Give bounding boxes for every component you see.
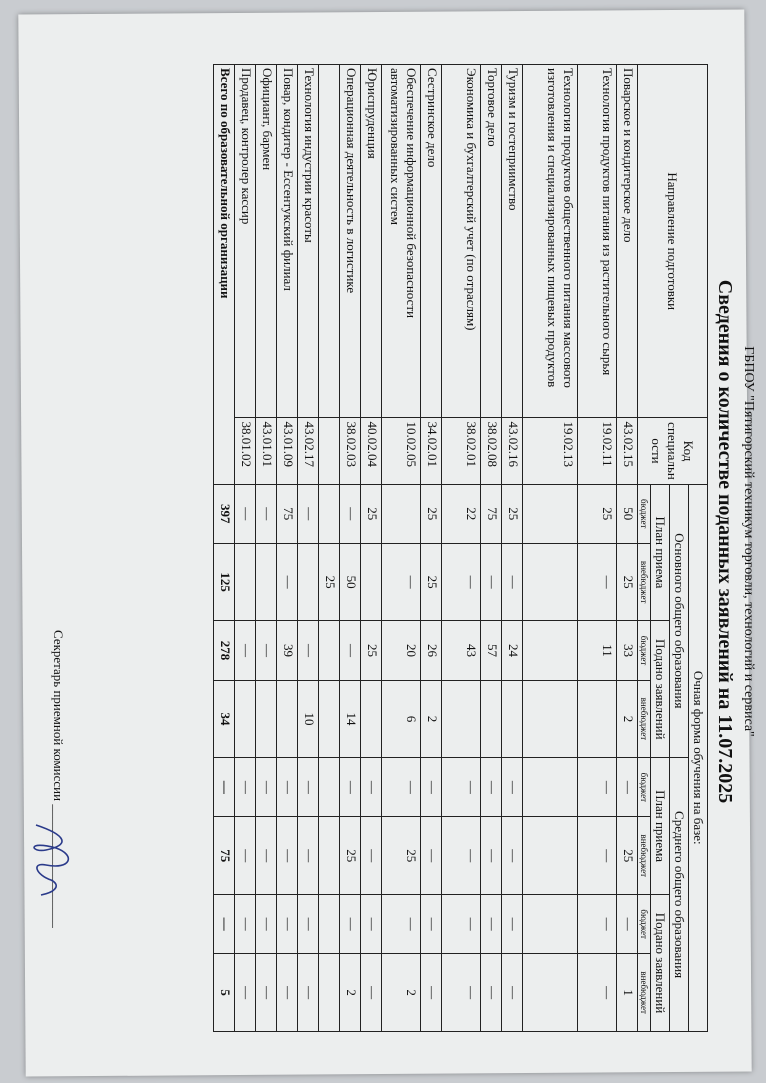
value-cell: — (256, 484, 277, 543)
direction-cell: Сестринское дело (421, 65, 442, 418)
value-cell: — (298, 817, 319, 895)
value-cell (319, 621, 340, 680)
org-name: ГБПОУ "Пятигорский техникум торговли, технологий и сервиса" (741, 346, 756, 737)
secretary-signature-line: Секретарь приемной комиссии ___________________ (51, 630, 66, 928)
value-cell: — (277, 758, 298, 817)
value-cell: 25 (421, 484, 442, 543)
budget-header: бюджет (638, 895, 651, 954)
value-cell (319, 758, 340, 817)
value-cell (481, 680, 502, 758)
code-cell: 43.01.01 (256, 418, 277, 484)
value-cell: — (277, 954, 298, 1032)
applied9-header: Подано заявлений (651, 621, 670, 758)
table-row (481, 65, 502, 1032)
table-row (382, 65, 421, 1032)
form-header: Очная форма обучения на базе: (689, 484, 708, 1031)
value-cell: 2 (340, 954, 361, 1032)
code-cell: 38.02.01 (442, 418, 481, 484)
value-cell: — (481, 817, 502, 895)
value-cell (319, 817, 340, 895)
value-cell: — (481, 954, 502, 1032)
value-cell: — (256, 758, 277, 817)
code-cell: 10.02.05 (382, 418, 421, 484)
code-cell: 19.02.13 (523, 418, 578, 484)
value-cell (319, 484, 340, 543)
value-cell: 2 (617, 680, 638, 758)
value-cell (523, 817, 578, 895)
value-cell: — (340, 484, 361, 543)
value-cell: 24 (502, 621, 523, 680)
table-row (617, 65, 638, 1032)
value-cell (502, 680, 523, 758)
value-cell: — (256, 621, 277, 680)
value-cell: — (235, 621, 256, 680)
value-cell (523, 621, 578, 680)
value-cell: — (382, 758, 421, 817)
table-row (277, 65, 298, 1032)
value-cell: — (298, 621, 319, 680)
value-cell: 2 (421, 680, 442, 758)
value-cell: 25 (382, 817, 421, 895)
direction-cell: Экономика и бухгалтерский учет (по отраслям) (442, 65, 481, 418)
plan11-header: План приема (651, 758, 670, 895)
plan9-header: План приема (651, 484, 670, 621)
value-cell: 22 (442, 484, 481, 543)
value-cell (298, 543, 319, 621)
code-cell: 19.02.11 (578, 418, 617, 484)
total-value-cell: 397 (214, 484, 235, 543)
value-cell: 11 (578, 621, 617, 680)
direction-cell: Повар, кондитер - Ессентукский филиал (277, 65, 298, 418)
value-cell (319, 954, 340, 1032)
value-cell: — (617, 895, 638, 954)
value-cell: 14 (340, 680, 361, 758)
value-cell: — (361, 758, 382, 817)
value-cell: — (277, 895, 298, 954)
table-row (442, 65, 481, 1032)
table-row (319, 65, 340, 1032)
code-cell: 34.02.01 (421, 418, 442, 484)
value-cell: 25 (578, 484, 617, 543)
total-value-cell: 34 (214, 680, 235, 758)
direction-cell: Технология индустрии красоты (298, 65, 319, 418)
value-cell: — (340, 621, 361, 680)
value-cell: — (298, 954, 319, 1032)
value-cell (523, 680, 578, 758)
value-cell (361, 543, 382, 621)
value-cell: 25 (319, 543, 340, 621)
direction-cell: Обеспечение информационной безопасности автоматизированных систем (382, 65, 421, 418)
value-cell: 57 (481, 621, 502, 680)
value-cell: — (382, 543, 421, 621)
offbudget-header: внебюджет (638, 680, 651, 758)
table-row (298, 65, 319, 1032)
direction-cell: Торговое дело (481, 65, 502, 418)
code-cell: 43.02.15 (617, 418, 638, 484)
value-cell: — (361, 895, 382, 954)
direction-cell: Операционная деятельность в логистике (340, 65, 361, 418)
value-cell (523, 954, 578, 1032)
value-cell (523, 543, 578, 621)
direction-cell: Поварское и кондитерское дело (617, 65, 638, 418)
value-cell: — (235, 895, 256, 954)
value-cell: — (421, 895, 442, 954)
value-cell (382, 484, 421, 543)
value-cell: — (298, 895, 319, 954)
budget-header: бюджет (638, 758, 651, 817)
value-cell: 10 (298, 680, 319, 758)
value-cell (523, 758, 578, 817)
offbudget-header: внебюджет (638, 817, 651, 895)
base11-header: Среднего общего образования (670, 758, 689, 1032)
value-cell: 2 (382, 954, 421, 1032)
direction-cell: Юриспруденция (361, 65, 382, 418)
value-cell: 39 (277, 621, 298, 680)
value-cell: 43 (442, 621, 481, 680)
code-cell: 38.01.02 (235, 418, 256, 484)
value-cell (256, 543, 277, 621)
table-row (421, 65, 442, 1032)
budget-header: бюджет (638, 621, 651, 680)
col-direction: Направление подготовки (638, 65, 708, 418)
direction-cell: Продавец, контролер кассир (235, 65, 256, 418)
total-row (214, 65, 235, 1032)
value-cell: — (235, 484, 256, 543)
value-cell: — (502, 758, 523, 817)
value-cell: — (361, 954, 382, 1032)
value-cell: 20 (382, 621, 421, 680)
direction-cell: Официант, бармен (256, 65, 277, 418)
value-cell: — (256, 817, 277, 895)
value-cell (578, 680, 617, 758)
value-cell: — (617, 758, 638, 817)
handwritten-signature (21, 820, 76, 900)
value-cell: — (235, 758, 256, 817)
value-cell: — (256, 954, 277, 1032)
budget-header: бюджет (638, 484, 651, 543)
offbudget-header: внебюджет (638, 954, 651, 1032)
base9-header: Основного общего образования (670, 484, 689, 758)
applied11-header: Подано заявлений (651, 895, 670, 1032)
value-cell: — (421, 954, 442, 1032)
value-cell: — (442, 758, 481, 817)
code-cell: 43.02.16 (502, 418, 523, 484)
value-cell (277, 680, 298, 758)
value-cell: 25 (617, 543, 638, 621)
value-cell: — (442, 817, 481, 895)
value-cell: 50 (617, 484, 638, 543)
value-cell: — (277, 543, 298, 621)
value-cell (523, 484, 578, 543)
value-cell: — (298, 758, 319, 817)
total-value-cell: — (214, 758, 235, 817)
direction-cell: Технология продуктов питания из растительного сырья (578, 65, 617, 418)
value-cell: — (235, 954, 256, 1032)
value-cell (442, 680, 481, 758)
code-cell (319, 418, 340, 484)
value-cell: — (442, 954, 481, 1032)
value-cell: 26 (421, 621, 442, 680)
code-cell: 38.02.03 (340, 418, 361, 484)
code-cell: 43.01.09 (277, 418, 298, 484)
code-cell: 43.02.17 (298, 418, 319, 484)
value-cell: 50 (340, 543, 361, 621)
value-cell: 25 (421, 543, 442, 621)
document-title: Сведения о количестве поданных заявлений на 11.07.2025 (714, 279, 736, 804)
direction-cell (319, 65, 340, 418)
value-cell (235, 680, 256, 758)
direction-cell: Технология продуктов общественного питания массового изготовления и специализированных пищевых продуктов (523, 65, 578, 418)
table-row (340, 65, 361, 1032)
value-cell: — (277, 817, 298, 895)
total-value-cell: 278 (214, 621, 235, 680)
value-cell: 25 (502, 484, 523, 543)
value-cell: — (502, 817, 523, 895)
value-cell: 25 (361, 484, 382, 543)
value-cell: — (481, 543, 502, 621)
value-cell: — (481, 758, 502, 817)
value-cell: — (442, 543, 481, 621)
value-cell: 75 (277, 484, 298, 543)
total-value-cell: 5 (214, 954, 235, 1032)
total-value-cell: — (214, 895, 235, 954)
value-cell: — (256, 895, 277, 954)
table-row (523, 65, 578, 1032)
code-cell: 38.02.08 (481, 418, 502, 484)
value-cell (256, 680, 277, 758)
value-cell: — (421, 758, 442, 817)
table-row (578, 65, 617, 1032)
value-cell: — (578, 817, 617, 895)
direction-cell: Туризм и гостеприимство (502, 65, 523, 418)
value-cell: — (578, 954, 617, 1032)
value-cell: 33 (617, 621, 638, 680)
value-cell: — (578, 543, 617, 621)
total-label: Всего по образовательной организации (214, 65, 235, 485)
total-value-cell: 75 (214, 817, 235, 895)
value-cell: 25 (340, 817, 361, 895)
value-cell: — (421, 817, 442, 895)
table-row (256, 65, 277, 1032)
table-row (502, 65, 523, 1032)
applications-table (213, 64, 708, 1032)
value-cell (235, 543, 256, 621)
value-cell: — (442, 895, 481, 954)
value-cell: — (340, 758, 361, 817)
value-cell: — (502, 954, 523, 1032)
value-cell: — (578, 895, 617, 954)
table-row (361, 65, 382, 1032)
value-cell: — (502, 895, 523, 954)
offbudget-header: внебюджет (638, 543, 651, 621)
value-cell: — (298, 484, 319, 543)
value-cell: 25 (361, 621, 382, 680)
value-cell (523, 895, 578, 954)
value-cell: — (481, 895, 502, 954)
value-cell: — (361, 817, 382, 895)
value-cell: — (502, 543, 523, 621)
value-cell: 25 (617, 817, 638, 895)
value-cell: 6 (382, 680, 421, 758)
table-row (235, 65, 256, 1032)
code-cell: 40.02.04 (361, 418, 382, 484)
value-cell (319, 680, 340, 758)
value-cell: — (340, 895, 361, 954)
col-code: Код специальн ости (638, 418, 708, 484)
total-value-cell: 125 (214, 543, 235, 621)
value-cell (319, 895, 340, 954)
value-cell: — (235, 817, 256, 895)
value-cell: 1 (617, 954, 638, 1032)
value-cell (361, 680, 382, 758)
value-cell: 75 (481, 484, 502, 543)
value-cell: — (578, 758, 617, 817)
value-cell: — (382, 895, 421, 954)
